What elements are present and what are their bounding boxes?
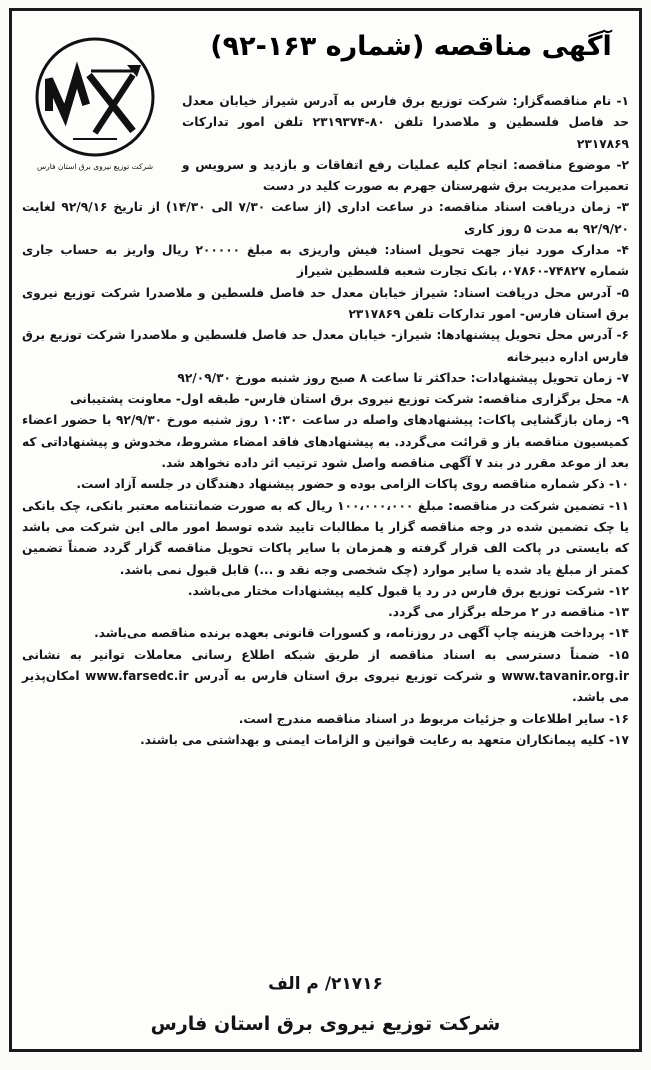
notice-item-15: ۱۵- ضمناً دسترسی به اسناد مناقصه از طریق شبکه اطلاع رسانی معاملات توانیر به نشانی www.tavanir.org.ir و شرکت توزیع نیروی برق استان فارس به آدرس www.farsedc.ir امکان‌پذیر می باشد.: [22, 647, 629, 705]
notice-item-1: ۱- نام مناقصه‌گزار: شرکت توزیع برق فارس به آدرس شیراز خیابان معدل حد فاصل فلسطین و ملاصدرا تلفن ۸۰-۲۳۱۹۳۷۴ تلفن امور تدارکات ۲۳۱۷۸۶۹: [182, 94, 629, 151]
notice-item-16: ۱۶- سایر اطلاعات و جزئیات مربوط در اسناد مناقصه مندرج است.: [238, 711, 629, 726]
notice-item-5: ۵- آدرس محل دریافت اسناد: شیراز خیابان معدل حد فاصل فلسطین و ملاصدرا شرکت توزیع نیروی برق استان فارس- امور تدارکات تلفن ۲۳۱۷۸۶۹: [22, 285, 629, 321]
tender-notice: [9, 8, 642, 1052]
notice-item-17: ۱۷- کلیه پیمانکاران متعهد به رعایت قوانین و الزامات ایمنی و بهداشتی می باشند.: [140, 732, 629, 747]
notice-title: آگهی مناقصه (شماره ۱۶۳-۹۲): [210, 31, 612, 62]
notice-item-6: ۶- آدرس محل تحویل پیشنهادها: شیراز- خیابان معدل حد فاصل فلسطین و ملاصدرا شرکت توزیع برق فارس اداره دبیرخانه: [22, 328, 629, 364]
notice-item-12: ۱۲- شرکت توزیع برق فارس در رد یا قبول کلیه پیشنهادات مختار می‌باشد.: [187, 583, 629, 598]
notice-code: ۲۱۷۱۶/ م الف: [268, 974, 383, 994]
notice-body: [22, 91, 629, 751]
notice-item-9: ۹- زمان بازگشایی پاکات: پیشنهادهای واصله در ساعت ۱۰:۳۰ روز شنبه مورخ ۹۲/۹/۳۰ با حضور اعضاء کمیسیون مناقصه باز و قرائت می‌گردد. به پیشنهادهای فاقد امضاء مشروط، مخدوش و پیشنهاداتی که بعد از موعد مقرر در بند ۷ آگهی مناقصه واصل شود ترتیب اثر داده نخواهد شد.: [22, 413, 629, 471]
notice-item-7: ۷- زمان تحویل پیشنهادات: حداکثر تا ساعت ۸ صبح روز شنبه مورخ ۹۲/۰۹/۳۰: [177, 370, 629, 385]
issuer-company: شرکت توزیع نیروی برق استان فارس: [150, 1013, 501, 1035]
notice-item-14: ۱۴- پرداخت هزینه چاپ آگهی در روزنامه، و کسورات قانونی بعهده برنده مناقصه می‌باشد.: [94, 626, 629, 641]
notice-item-8: ۸- محل برگزاری مناقصه: شرکت توزیع نیروی برق استان فارس- طبقه اول- معاونت پشتیبانی: [69, 392, 629, 407]
logo-caption: شرکت توزیع نیروی برق استان فارس: [36, 162, 154, 171]
notice-item-13: ۱۳- مناقصه در ۲ مرحله برگزار می گردد.: [388, 605, 629, 620]
notice-item-11: ۱۱- تضمین شرکت در مناقصه: مبلغ ۱۰۰،۰۰۰،۰۰۰ ریال که به صورت ضمانتنامه معتبر بانکی، چک بانکی یا چک تضمین شده در وجه مناقصه گزار یا مطالبات تایید شده توسط امور مالی این شرکت می باشد که بایستی در پاکت الف قرار گرفته و همزمان با سایر پاکات تحویل مناقصه گزار گردد ضمناً تضمین کمتر از مبلغ یاد شده یا سایر موارد (چک شخصی وجه نقد و ...) قابل قبول نمی باشد.: [22, 498, 629, 577]
notice-item-10: ۱۰- ذکر شماره مناقصه روی پاکات الزامی بوده و حضور پیشنهاد دهندگان در جلسه آزاد است.: [76, 477, 629, 492]
notice-item-2: ۲- موضوع مناقصه: انجام کلیه عملیات رفع اتفاقات و بازدید و سرویس و تعمیرات مدیریت برق شهرستان جهرم به صورت کلید در دست: [182, 157, 629, 194]
notice-item-3: ۳- زمان دریافت اسناد مناقصه: در ساعت اداری (از ساعت ۷/۳۰ الی ۱۴/۳۰) از تاریخ ۹۲/۹/۱۶ لغایت ۹۲/۹/۲۰ به مدت ۵ روز کاری: [22, 200, 629, 236]
notice-item-4: ۴- مدارک مورد نیاز جهت تحویل اسناد: فیش واریزی به مبلغ ۲۰۰۰۰۰ ریال واریز به حساب جاری شماره ۷۴۸۲۷-۰۷۸۶۰، بانک تجارت شعبه فلسطین شیراز: [22, 243, 629, 279]
